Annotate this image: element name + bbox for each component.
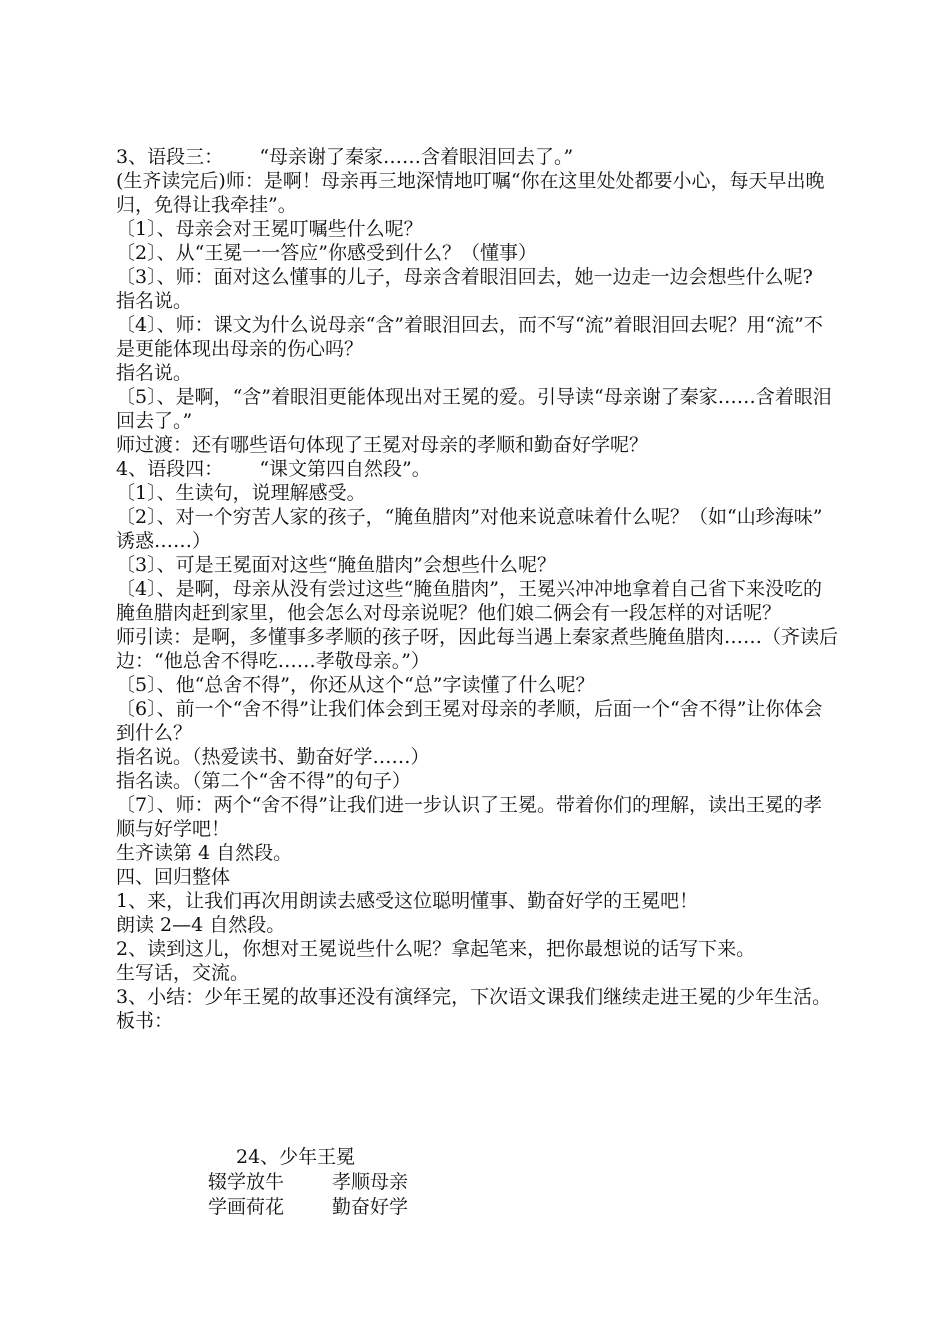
paragraph: 〔1〕、母亲会对王冕叮嘱些什么呢？ <box>116 218 423 240</box>
paragraph: 1、来，让我们再次用朗读去感受这位聪明懂事、勤奋好学的王冕吧！ <box>116 890 699 912</box>
board-item: 学画荷花 <box>208 1196 285 1218</box>
paragraph: 生齐读第 4 自然段。 <box>116 842 293 864</box>
board-item: 勤奋好学 <box>332 1196 409 1218</box>
paragraph: (生齐读完后)师：是啊！母亲再三地深情地叮嘱“你在这里处处都要小心，每天早出晚归，免得让我牵挂”。 <box>116 170 825 216</box>
paragraph: 师过渡：还有哪些语句体现了王冕对母亲的孝顺和勤奋好学呢？ <box>116 434 649 456</box>
paragraph: 〔5〕、他“总舍不得”，你还从这个“总”字读懂了什么呢？ <box>116 674 595 696</box>
paragraph: 4、语段四： “课文第四自然段”。 <box>116 458 431 480</box>
paragraph: 指名说。（热爱读书、勤奋好学……） <box>116 746 430 768</box>
paragraph: 指名说。 <box>116 290 193 312</box>
document-body <box>116 145 847 1033</box>
paragraph: 指名读。（第二个“舍不得”的句子） <box>116 770 411 792</box>
paragraph: 〔4〕、师：课文为什么说母亲“含”着眼泪回去，而不写“流”着眼泪回去呢？用“流”不是更能体现出母亲的伤心吗？ <box>116 314 823 360</box>
board-title: 24、少年王冕 <box>236 1146 356 1168</box>
paragraph: 生写话，交流。 <box>116 962 250 984</box>
paragraph: 〔1〕、生读句，说理解感受。 <box>116 482 366 504</box>
paragraph: 〔2〕、从“王冕一一答应”你感受到什么？（懂事） <box>116 242 538 264</box>
board-item: 孝顺母亲 <box>332 1171 409 1193</box>
paragraph: 〔6〕、前一个“舍不得”让我们体会到王冕对母亲的孝顺，后面一个“舍不得”让你体会到什么？ <box>116 698 823 744</box>
paragraph: 3、语段三： “母亲谢了秦家……含着眼泪回去了。” <box>116 146 574 168</box>
section-heading: 四、回归整体 <box>116 866 231 888</box>
board-label: 板书： <box>116 1010 174 1032</box>
paragraph: 指名说。 <box>116 362 193 384</box>
paragraph: 2、读到这儿，你想对王冕说些什么呢？拿起笔来，把你最想说的话写下来。 <box>116 938 756 960</box>
paragraph: 3、小结：少年王冕的故事还没有演绎完，下次语文课我们继续走进王冕的少年生活。 <box>116 986 832 1008</box>
paragraph: 〔2〕、对一个穷苦人家的孩子，“腌鱼腊肉”对他来说意味着什么呢？（如“山珍海味” 诱惑……） <box>116 506 847 552</box>
paragraph: 〔5〕、是啊，“含”着眼泪更能体现出对王冕的爱。引导读“母亲谢了秦家……含着眼泪回去了。” <box>116 386 832 432</box>
paragraph: 〔3〕、可是王冕面对这些“腌鱼腊肉”会想些什么呢？ <box>116 554 557 576</box>
paragraph: 〔7〕、师：两个“舍不得”让我们进一步认识了王冕。带着你们的理解，读出王冕的孝顺与好学吧！ <box>116 794 823 840</box>
paragraph: 朗读 2—4 自然段。 <box>116 914 286 936</box>
paragraph: 〔4〕、是啊，母亲从没有尝过这些“腌鱼腊肉”，王冕兴冲冲地拿着自己省下来没吃的腌鱼腊肉赶到家里，他会怎么对母亲说呢？他们娘二俩会有一段怎样的对话呢？ <box>116 578 823 624</box>
paragraph: 师引读：是啊，多懂事多孝顺的孩子呀，因此每当遇上秦家煮些腌鱼腊肉……（齐读后边：“他总舍不得吃……孝敬母亲。”） <box>116 626 839 672</box>
paragraph: 〔3〕、师：面对这么懂事的儿子，母亲含着眼泪回去，她一边走一边会想些什么呢? <box>116 266 813 288</box>
board-item: 辍学放牛 <box>208 1171 285 1193</box>
